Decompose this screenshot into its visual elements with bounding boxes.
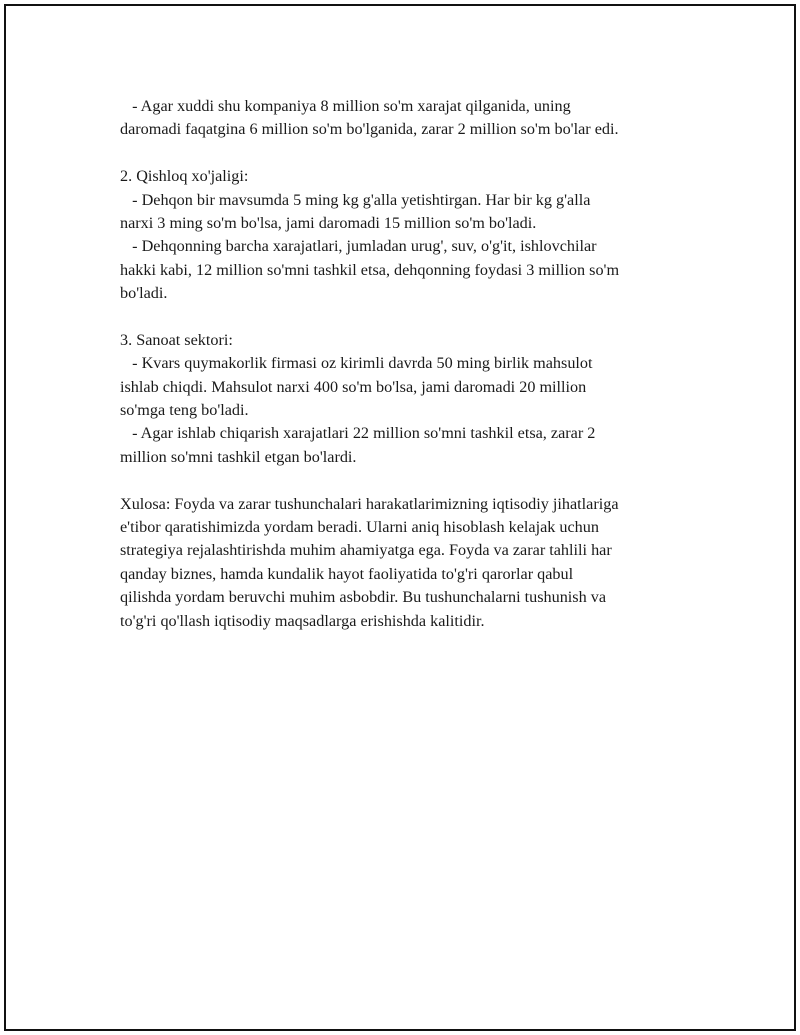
text-line: qanday biznes, hamda kundalik hayot faoliyatida to'g'ri qarorlar qabul xyxy=(120,564,574,583)
text-line: daromadi faqatgina 6 million so'm bo'lganida, zarar 2 million so'm bo'lar edi. xyxy=(120,120,619,139)
section-heading: 2. Qishloq xo'jaligi: xyxy=(120,167,249,186)
intro-paragraph xyxy=(120,95,690,142)
document-page xyxy=(4,4,796,1031)
text-line: - Agar xuddi shu kompaniya 8 million so'm xarajat qilganida, uning xyxy=(120,97,571,115)
text-line: qilishda yordam beruvchi muhim asbobdir. Bu tushunchalarni tushunish va xyxy=(120,588,607,607)
text-line: e'tibor qaratishimizda yordam beradi. Ularni aniq hisoblash kelajak uchun xyxy=(120,518,599,537)
text-line: narxi 3 ming so'm bo'lsa, jami daromadi 15 million so'm bo'ladi. xyxy=(120,213,537,232)
text-line: to'g'ri qo'llash iqtisodiy maqsadlarga erishishda kalitidir. xyxy=(120,611,485,630)
text-line: bo'ladi. xyxy=(120,284,168,303)
text-line: so'mga teng bo'ladi. xyxy=(120,401,249,420)
document-body xyxy=(120,95,690,633)
text-line: - Dehqonning barcha xarajatlari, jumladan urug', suv, o'g'it, ishlovchilar xyxy=(120,237,597,256)
text-line: strategiya rejalashtirishda muhim ahamiyatga ega. Foyda va zarar tahlili har xyxy=(120,541,612,560)
text-line: million so'mni tashkil etgan bo'lardi. xyxy=(120,447,357,466)
text-line: ishlab chiqdi. Mahsulot narxi 400 so'm bo'lsa, jami daromadi 20 million xyxy=(120,377,587,396)
section-agriculture xyxy=(120,165,690,305)
paragraph-gap xyxy=(120,142,690,165)
text-line: hakki kabi, 12 million so'mni tashkil etsa, dehqonning foydasi 3 million so'm xyxy=(120,260,620,279)
text-line: - Dehqon bir mavsumda 5 ming kg g'alla yetishtirgan. Har bir kg g'alla xyxy=(120,190,591,209)
paragraph-gap xyxy=(120,469,690,492)
text-line: Xulosa: Foyda va zarar tushunchalari harakatlarimizning iqtisodiy jihatlariga xyxy=(120,494,619,513)
section-industry xyxy=(120,329,690,469)
text-line: - Kvars quymakorlik firmasi oz kirimli davrda 50 ming birlik mahsulot xyxy=(120,354,593,373)
section-heading: 3. Sanoat sektori: xyxy=(120,330,233,349)
paragraph-gap xyxy=(120,306,690,329)
text-line: - Agar ishlab chiqarish xarajatlari 22 million so'mni tashkil etsa, zarar 2 xyxy=(120,424,596,443)
conclusion-paragraph xyxy=(120,493,690,633)
